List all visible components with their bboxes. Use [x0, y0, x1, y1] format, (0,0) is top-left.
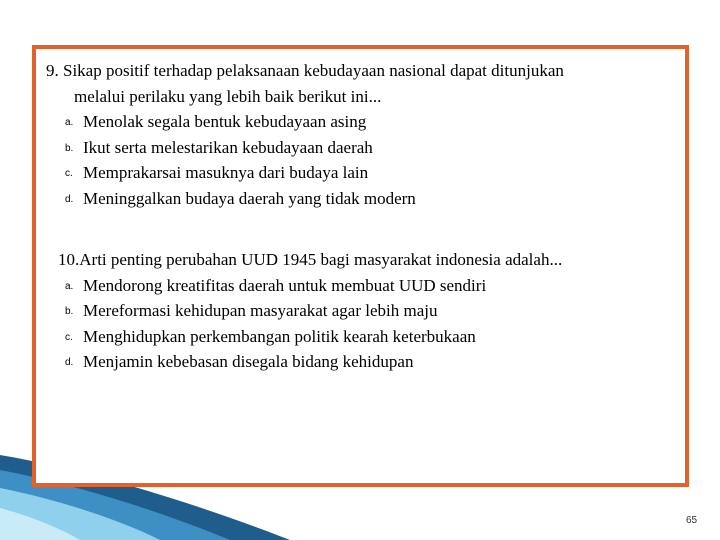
option-text: Mereformasi kehidupan masyarakat agar lebih maju [83, 301, 438, 320]
option-c [46, 160, 676, 186]
page-number: 65 [686, 515, 698, 526]
question-10 [46, 247, 676, 375]
question-stem-line1: 9. Sikap positif terhadap pelaksanaan kebudayaan nasional dapat ditunjukan [46, 61, 564, 80]
option-letter: b. [65, 142, 74, 154]
question-stem-line2: melalui perilaku yang lebih baik berikut ini... [74, 86, 382, 106]
option-d [46, 186, 676, 212]
option-b [46, 135, 676, 161]
option-letter: a. [65, 280, 74, 292]
question-stem: 10.Arti penting perubahan UUD 1945 bagi masyarakat indonesia adalah... [58, 250, 563, 269]
option-text: Mendorong kreatifitas daerah untuk membuat UUD sendiri [83, 275, 487, 295]
option-text: Menghidupkan perkembangan politik kearah keterbukaan [83, 326, 476, 346]
option-text: Menjamin kebebasan disegala bidang kehidupan [83, 352, 414, 371]
option-letter: d. [65, 357, 74, 368]
option-text: Meninggalkan budaya daerah yang tidak modern [83, 188, 416, 208]
option-letter: b. [65, 306, 74, 317]
option-b [46, 298, 676, 324]
option-text: Memprakarsai masuknya dari budaya lain [83, 163, 369, 182]
option-text: Menolak segala bentuk kebudayaan asing [83, 112, 367, 131]
option-letter: c. [65, 168, 73, 179]
option-d [46, 349, 676, 375]
option-a [46, 273, 676, 299]
option-letter: d. [65, 193, 74, 205]
option-letter: c. [65, 331, 73, 343]
question-frame [32, 45, 689, 487]
question-9 [46, 58, 676, 211]
option-c [46, 324, 676, 350]
question-stem [46, 58, 676, 109]
option-a [46, 109, 676, 135]
option-letter: a. [65, 117, 74, 128]
option-text: Ikut serta melestarikan kebudayaan daerah [83, 137, 373, 157]
